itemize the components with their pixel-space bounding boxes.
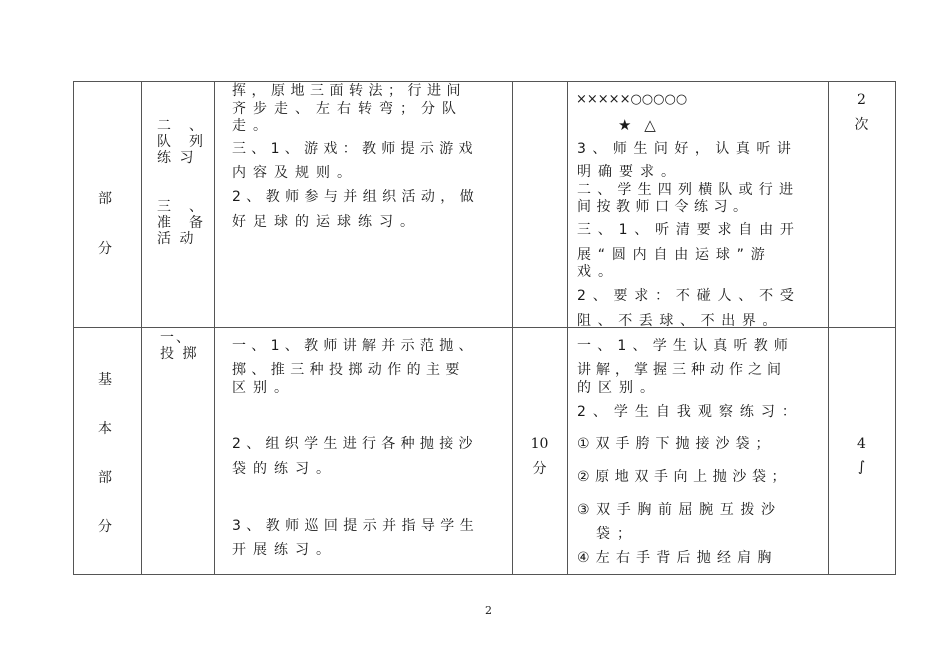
row1-teacher-line: 三、1、游戏：教师提示游戏 xyxy=(232,141,478,157)
row2-student-line: 的区别。 xyxy=(577,380,661,396)
row2-teacher-line: 2、组织学生进行各种抛接沙 xyxy=(232,436,478,452)
row1-student-line: 明确要求。 xyxy=(577,164,682,180)
row2-teacher-line: 区别。 xyxy=(232,380,295,396)
row2-time-number: 10 xyxy=(530,436,549,452)
row1-topic-b-line: 准 备 xyxy=(157,215,205,231)
row2-teacher-line: 开展练习。 xyxy=(232,542,337,558)
col-border-6 xyxy=(895,81,896,575)
col-border-3 xyxy=(512,81,513,575)
row2-count-number: 4 xyxy=(857,436,866,452)
row1-student-line: 三、1、听清要求自由开 xyxy=(577,222,801,238)
row2-time-unit: 分 xyxy=(532,461,547,477)
row1-teacher-line: 走。 xyxy=(232,118,274,134)
row2-topic-line: 一、 xyxy=(160,330,192,346)
row2-student-line: 讲解，掌握三种动作之间 xyxy=(577,362,786,378)
row1-part-char: 部 xyxy=(98,191,112,207)
row1-student-line: 二、学生四列横队或行进 xyxy=(577,182,800,198)
row2-student-line: 袋； xyxy=(596,526,638,542)
row1-student-line: 阻、不丢球、不出界。 xyxy=(577,313,783,329)
row1-student-line: 展“圆内自由运球”游 xyxy=(577,247,772,263)
row1-topic-a-line: 队 列 xyxy=(157,134,205,150)
row2-student-line: ②原地双手向上抛沙袋； xyxy=(577,469,792,485)
col-border-1 xyxy=(141,81,142,575)
row1-teacher-line: 挥，原地三面转法；行进间 xyxy=(232,83,466,99)
row1-teacher-line: 齐步走、左右转弯；分队 xyxy=(232,101,463,117)
row1-count-unit: 次 xyxy=(854,117,869,133)
col-border-2 xyxy=(214,81,215,575)
table-bottom-border xyxy=(73,574,895,575)
row2-part-char: 部 xyxy=(98,470,112,486)
row1-topic-b-line: 三 、 xyxy=(157,199,205,215)
row1-student-line: 2、要求：不碰人、不受 xyxy=(577,288,801,304)
row2-count-unit: ∫ xyxy=(857,459,866,475)
row1-student-line: 戏。 xyxy=(577,264,619,280)
row1-student-line: 间按教师口令练习。 xyxy=(577,199,753,215)
formation-diagram-line: ★ △ xyxy=(618,116,660,134)
row2-topic-line: 投 掷 xyxy=(160,346,199,362)
row1-part-char: 分 xyxy=(98,241,112,257)
row2-student-line: 2、学生自我观察练习： xyxy=(577,404,803,420)
row2-student-line: ①双手胯下抛接沙袋； xyxy=(577,436,776,452)
col-border-4 xyxy=(567,81,568,575)
row2-part-char: 分 xyxy=(98,519,112,535)
row1-topic-a-line: 二 、 xyxy=(157,118,205,134)
row2-part-char: 基 xyxy=(98,372,112,388)
row2-student-line: ③双手胸前屈腕互拨沙 xyxy=(577,502,782,518)
row2-student-line: 一、1、学生认真听教师 xyxy=(577,338,795,354)
page-number: 2 xyxy=(485,604,492,617)
row1-teacher-line: 好足球的运球练习。 xyxy=(232,214,421,230)
row1-teacher-line: 2、教师参与并组织活动，做 xyxy=(232,189,480,205)
table-top-border xyxy=(73,81,895,82)
row2-teacher-line: 掷、推三种投掷动作的主要 xyxy=(232,362,465,378)
formation-diagram-line: ×××××○○○○○ xyxy=(576,92,688,107)
row2-student-line: ④左右手背后抛经肩胸 xyxy=(577,550,778,566)
row1-student-line: 3、师生问好，认真听讲 xyxy=(577,141,798,157)
row2-teacher-line: 3、教师巡回提示并指导学生 xyxy=(232,518,480,534)
row2-teacher-line: 一、1、教师讲解并示范抛、 xyxy=(232,338,478,354)
row1-count-number: 2 xyxy=(857,92,866,108)
row2-teacher-line: 袋的练习。 xyxy=(232,461,337,477)
row1-topic-a-line: 练 习 xyxy=(157,150,196,166)
row1-teacher-line: 内容及规则。 xyxy=(232,165,358,181)
row1-topic-b-line: 活 动 xyxy=(157,231,196,247)
col-border-5 xyxy=(828,81,829,575)
row2-part-char: 本 xyxy=(98,421,112,437)
col-border-0 xyxy=(73,81,74,575)
